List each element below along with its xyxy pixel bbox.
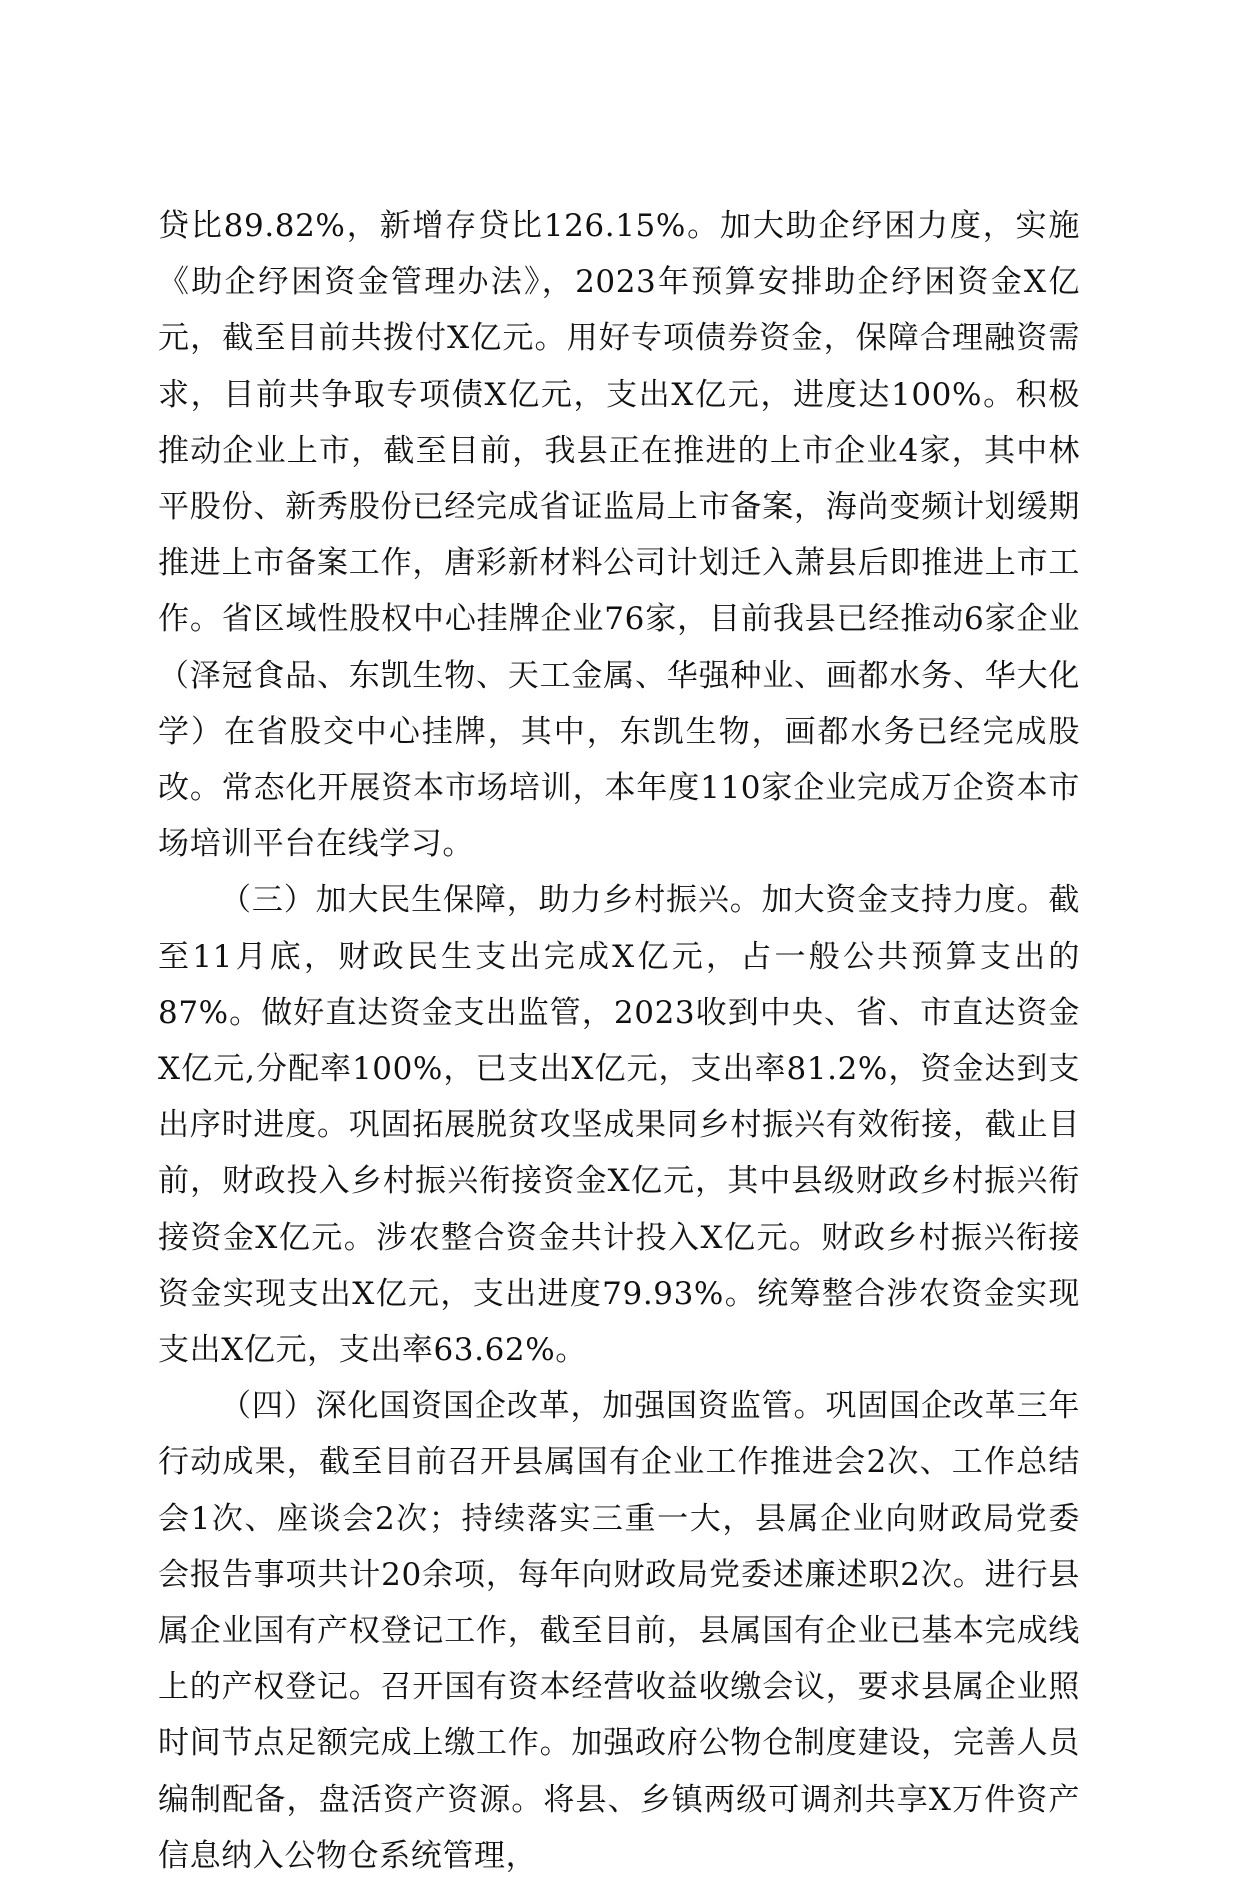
paragraph-text: 巩固国企改革三年行动成果，截至目前召开县属国有企业工作推进会2次、工作总结会1次、座谈会2次；持续落实三重一大，县属企业向财政局党委会报告事项共计20余项，每年向财政局党委述廉述职2次。进行县属企业国有产权登记工作，截至目前，县属国有企业已基本完成线上的产权登记。召开国有资本经营收益收缴会议，要求县属企业照时间节点足额完成上缴工作。加强政府公物仓制度建设，完善人员编制配备，盘活资产资源。将县、乡镇两级可调剂共享X万件资产信息纳入公物仓系统管理， bbox=[158, 1388, 1080, 1874]
section-heading-four: （四）深化国资国企改革，加强国资监管。 bbox=[220, 1388, 826, 1425]
paragraph-section-three bbox=[158, 872, 1080, 1378]
section-heading-three: （三）加大民生保障，助力乡村振兴。 bbox=[220, 882, 762, 919]
paragraph-section-four bbox=[158, 1378, 1080, 1884]
paragraph-text: 贷比89.82%，新增存贷比126.15%。加大助企纾困力度，实施《助企纾困资金管理办法》，2023年预算安排助企纾困资金X亿元，截至目前共拨付X亿元。用好专项债券资金，保障合理融资需求，目前共争取专项债X亿元，支出X亿元，进度达100%。积极推动企业上市，截至目前，我县正在推进的上市企业4家，其中林平股份、新秀股份已经完成省证监局上市备案，海尚变频计划缓期推进上市备案工作，唐彩新材料公司计划迁入萧县后即推进上市工作。省区域性股权中心挂牌企业76家，目前我县已经推动6家企业（泽冠食品、东凯生物、天工金属、华强种业、画都水务、华大化学）在省股交中心挂牌，其中，东凯生物，画都水务已经完成股改。常态化开展资本市场培训，本年度110家企业完成万企资本市场培训平台在线学习。 bbox=[158, 208, 1080, 863]
paragraph-text: 加大资金支持力度。截至11月底，财政民生支出完成X亿元，占一般公共预算支出的87%。做好直达资金支出监管，2023收到中央、省、市直达资金X亿元,分配率100%，已支出X亿元，支出率81.2%，资金达到支出序时进度。巩固拓展脱贫攻坚成果同乡村振兴有效衔接，截止目前，财政投入乡村振兴衔接资金X亿元，其中县级财政乡村振兴衔接资金X亿元。涉农整合资金共计投入X亿元。财政乡村振兴衔接资金实现支出X亿元，支出进度79.93%。统筹整合涉农资金实现支出X亿元，支出率63.62%。 bbox=[158, 882, 1081, 1369]
body-text bbox=[158, 198, 1080, 1884]
paragraph-continuation bbox=[158, 198, 1080, 872]
